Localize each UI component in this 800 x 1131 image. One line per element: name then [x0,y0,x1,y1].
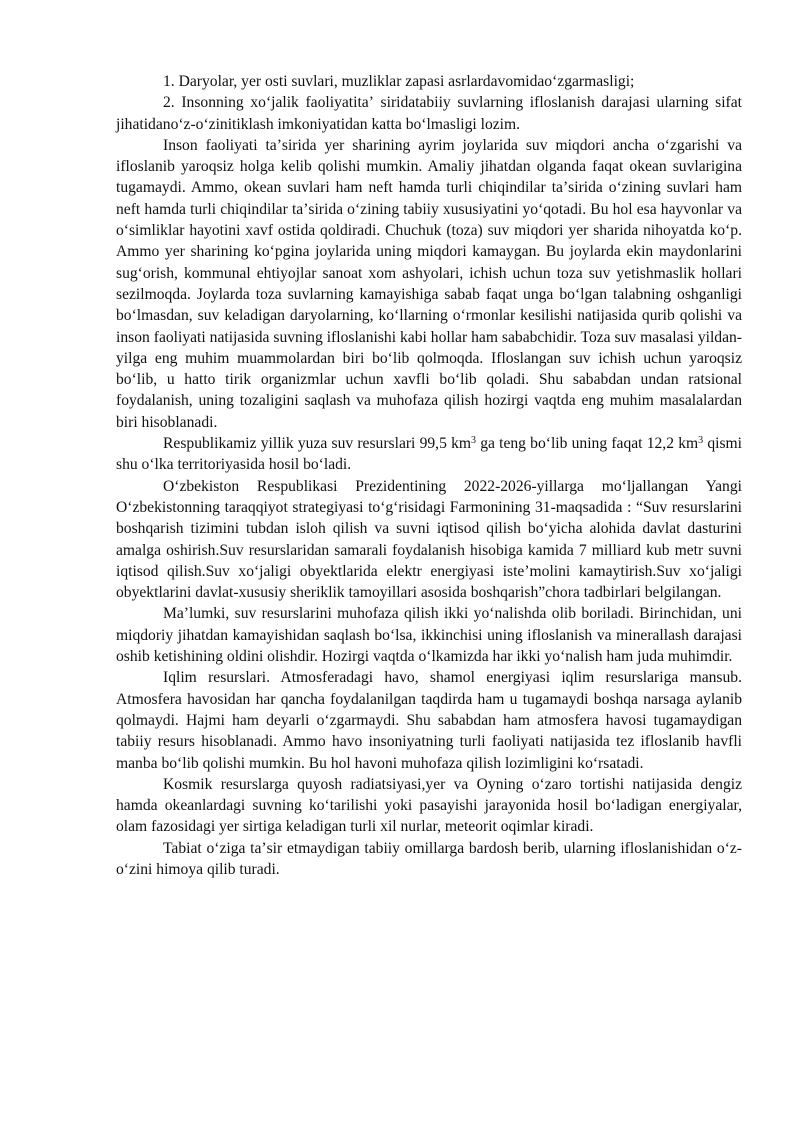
paragraph-water-resources [116,433,742,476]
paragraph-list-item-2: 2. Insonning xoʻjalik faoliyatitaʼ siridatabiiy suvlarning ifloslanish darajasi ularning sifat jihatidanoʻz-oʻzinitiklash imkoniyatidan katta boʻlmasligi lozim. [116,94,742,133]
superscript-cubed-1: 3 [471,435,477,447]
paragraph-water-resources-part-c: qismi shu oʻlka territoriyasida hosil boʻladi. [116,435,743,474]
superscript-cubed-2: 3 [698,435,704,447]
document-page [116,71,742,880]
paragraph-water-resources-part-a: Respublikamiz yillik yuza suv resurslari 99,5 km [163,435,472,453]
paragraph-strategy-decree: Oʻzbekiston Respublikasi Prezidentining 2022-2026-yillarga moʻljallangan Yangi Oʻzbekistonning taraqqiyot strategiyasi toʻgʻrisidagi Farmonining 31-maqsadida : “Suv resurslarini boshqarish tizimini tubdan isloh qilish va suvni iqtisod qilish boʻyicha alohida davlat dasturini amalga oshirish.Suv resurslaridan samarali foydalanish hisobiga kamida 7 milliard kub metr suvni iqtisod qilish.Suv xoʻjaligi obyektlarida elektr energiyasi isteʼmolini kamaytirish.Suv xoʻjaligi obyektlarini davlat-xususiy sheriklik tamoyillari asosida boshqarish”chora tadbirlari belgilangan. [116,477,742,602]
paragraph-climate-resources: Iqlim resurslari. Atmosferadagi havo, shamol energiyasi iqlim resurslariga mansub. Atmosfera havosidan har qancha foydalanilgan taqdirda ham u tugamaydi boshqa narsaga aylanib qolmaydi. Hajmi ham deyarli oʻzgarmaydi. Shu sababdan ham atmosfera havosi tugamaydigan tabiiy resurs hisoblanadi. Ammo havo insoniyatning turli faoliyati natijasida tez ifloslanib havfli manba boʻlib qolishi mumkin. Bu hol havoni muhofaza qilish lozimligini koʻrsatadi. [116,669,742,772]
paragraph-cosmic-resources: Kosmik resurslarga quyosh radiatsiyasi,yer va Oyning oʻzaro tortishi natijasida dengiz hamda okeanlardagi suvning koʻtarilishi yoki pasayishi jarayonida hosil boʻladigan energiyalar, olam fazosidagi yer sirtiga keladigan turli xil nurlar, meteorit oqimlar kiradi. [116,775,742,836]
paragraph-list-item-1: 1. Daryolar, yer osti suvlari, muzliklar zapasi asrlardavomidaoʻzgarmasligi; [163,73,635,90]
paragraph-water-pollution: Inson faoliyati taʼsirida yer sharining ayrim joylarida suv miqdori ancha oʻzgarishi va ifloslanib yaroqsiz holga kelib qolishi mumkin. Amaliy jihatdan olganda faqat okean suvlarigina tugamaydi. Ammo, okean suvlari ham neft hamda turli chiqindilar taʼsirida oʻzining suvlari ham neft hamda turli chiqindilar taʼsirida oʻzining tabiiy xususiyatini yoʻqotadi. Bu hol esa hayvonlar va oʻsimliklar hayotini xavf ostida qoldiradi. Chuchuk (toza) suv miqdori yer sharida nihoyatda koʻp. Ammo yer sharining koʻpgina joylarida uning miqdori kamaygan. Bu joylarda ekin maydonlarini sugʻorish, kommunal ehtiyojlar sanoat xom ashyolari, ichish uchun toza suv yetishmaslik hollari sezilmoqda. Joylarda toza suvlarning kamayishiga sabab faqat unga boʻlgan talabning oshganligi boʻlmasdan, suv keladigan daryolarning, koʻllarning oʻrmonlar kesilishi natijasida qurib qolishi va inson faoliyati natijasida suvning ifloslanishi kabi hollar ham sababchidir. Toza suv masalasi yildan-yilga eng muhim muammolardan biri boʻlib qolmoqda. Ifloslangan suv ichish uchun yaroqsiz boʻlib, u hatto tirik organizmlar uchun xavfli boʻlib qoladi. Shu sababdan undan ratsional foydalanish, uning tozaligini saqlash va muhofaza qilish hozirgi vaqtda eng muhim masalalardan biri hisoblanadi. [116,136,742,431]
paragraph-nature-self-protection: Tabiat oʻziga taʼsir etmaydigan tabiiy omillarga bardosh berib, ularning ifloslanishidan oʻz-oʻzini himoya qilib turadi. [116,839,742,878]
paragraph-water-resources-part-b: ga teng boʻlib uning faqat 12,2 km [476,435,699,453]
paragraph-water-protection: Maʼlumki, suv resurslarini muhofaza qilish ikki yoʻnalishda olib boriladi. Birinchidan, uni miqdoriy jihatdan kamayishidan saqlash boʻlsa, ikkinchisi uning ifloslanish va minerallash darajasi oshib ketishining oldini olishdir. Hozirgi vaqtda oʻlkamizda har ikki yoʻnalish ham juda muhimdir. [116,605,742,666]
